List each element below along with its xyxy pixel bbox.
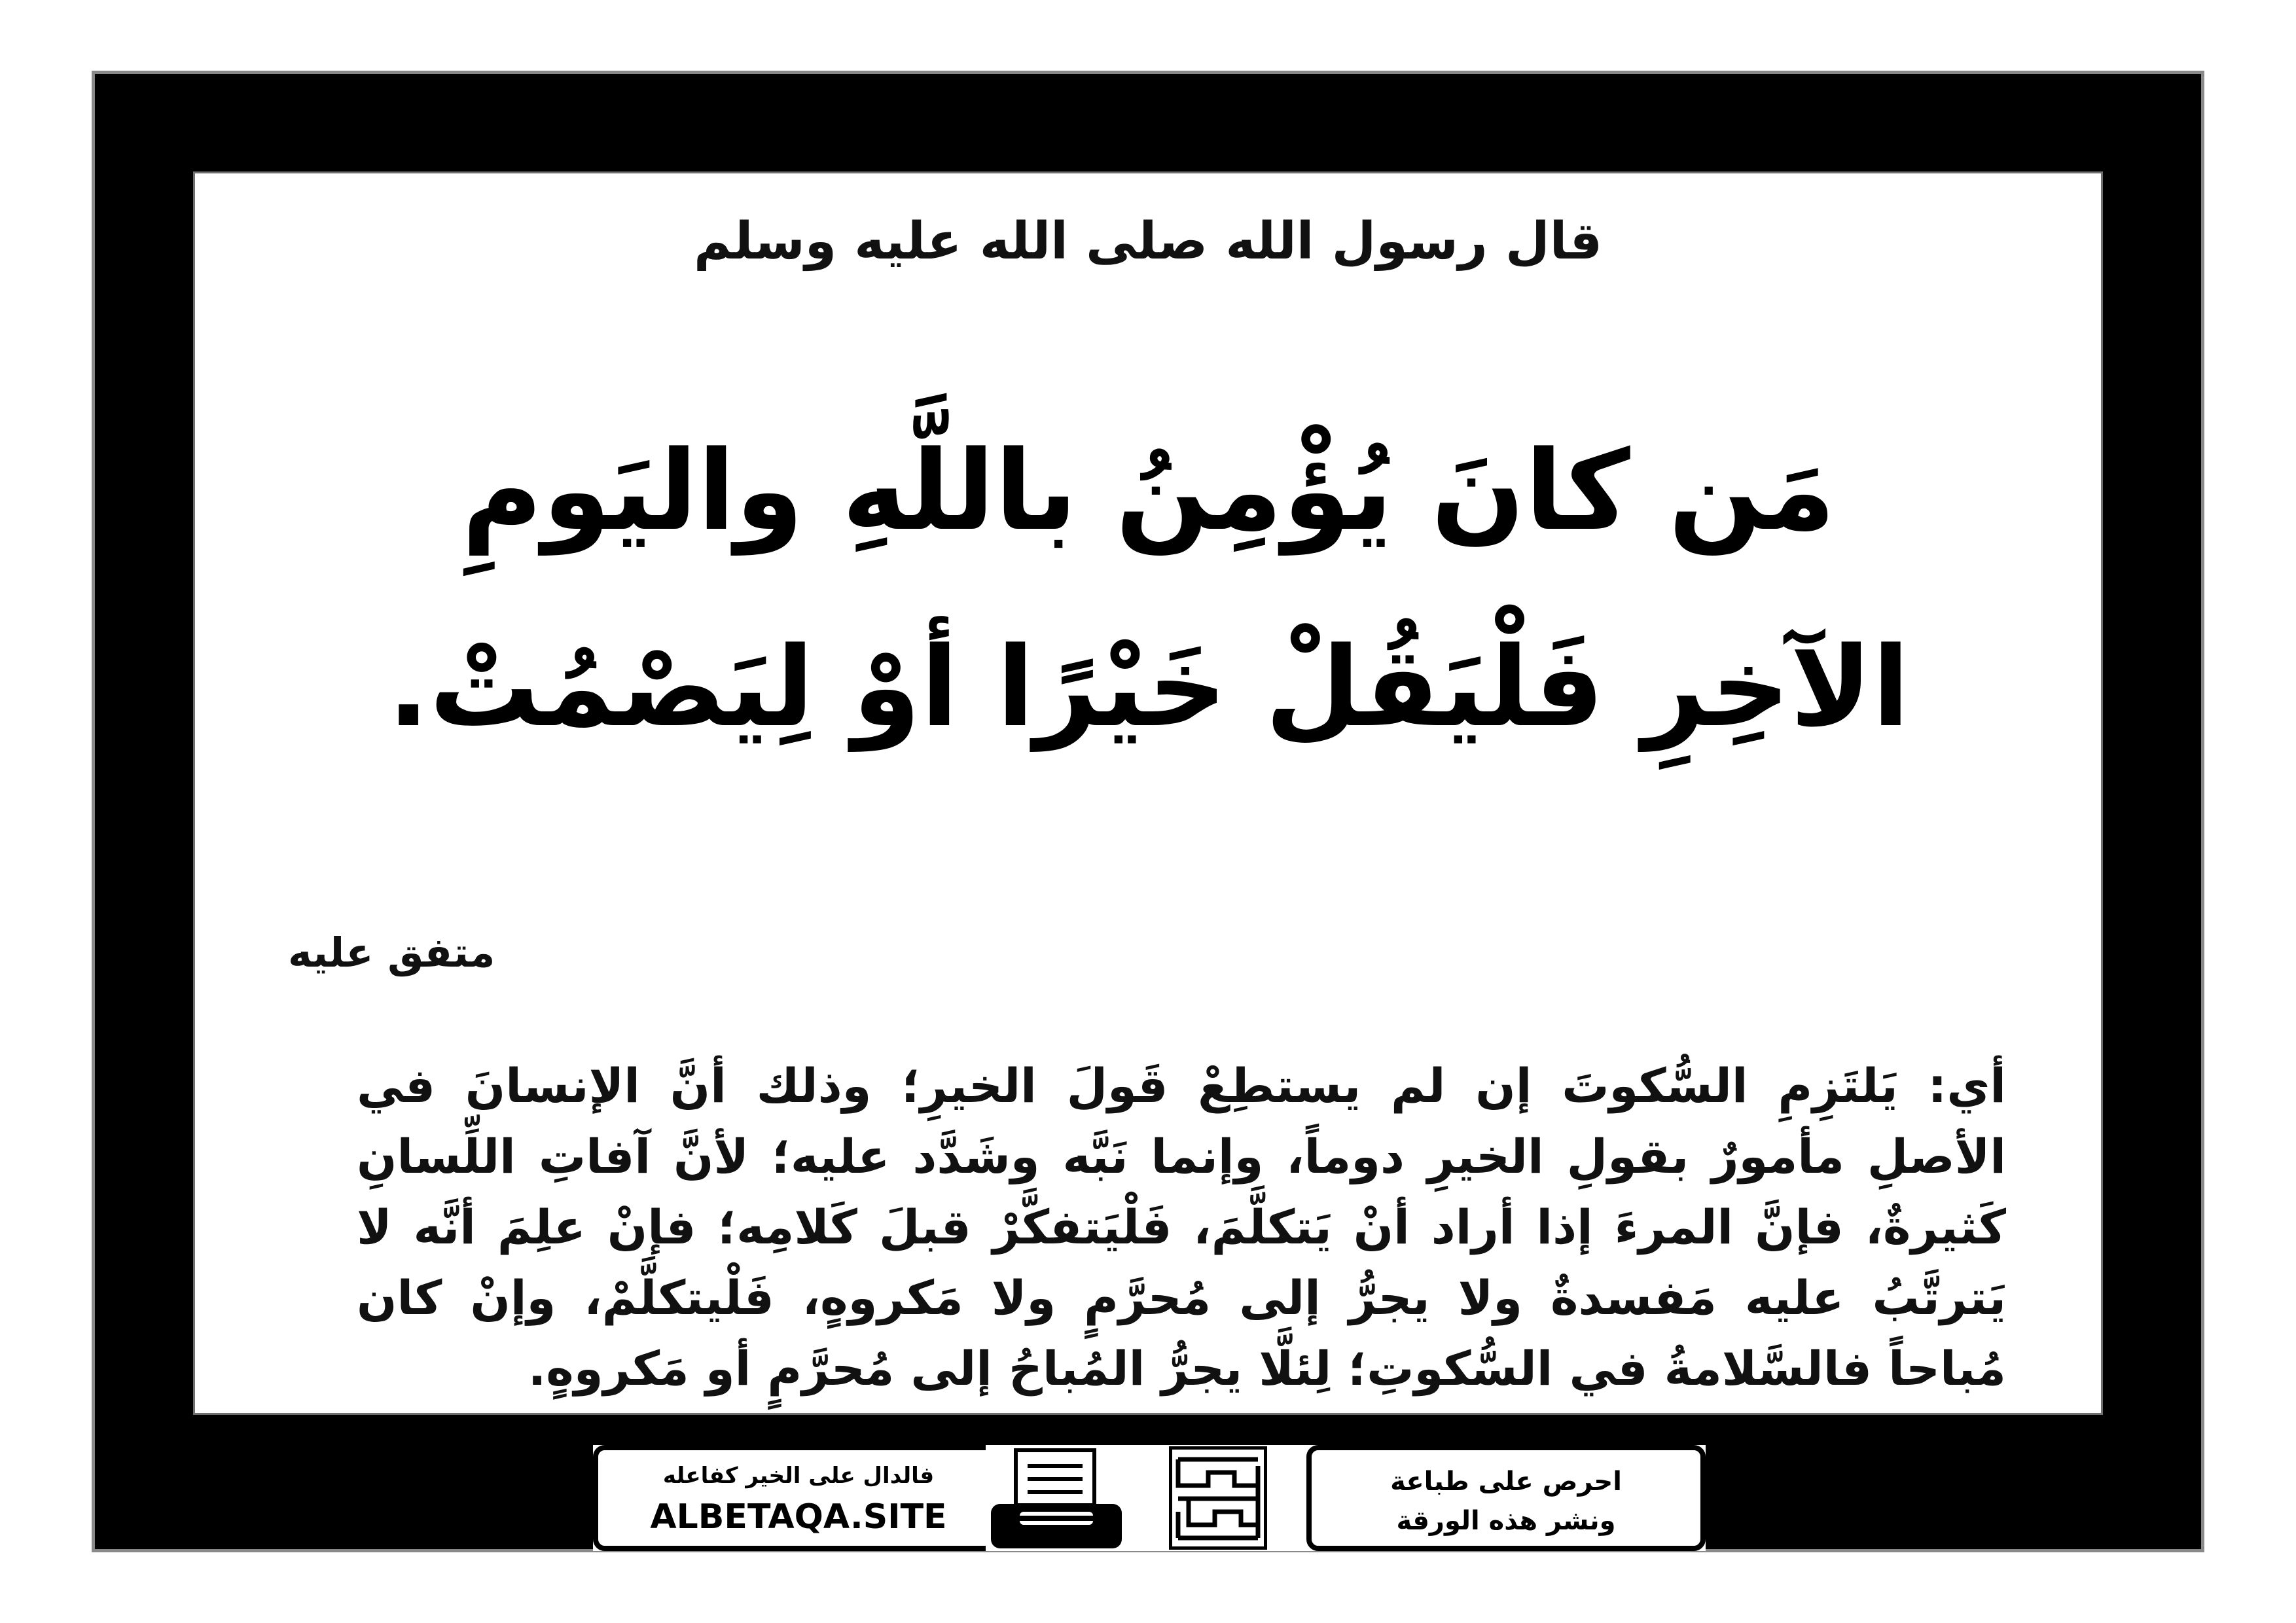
explanation-paragraph: أي: يَلتَزِمِ السُّكوتَ إن لم يستطِعْ قَولَ الخيرِ؛ وذلك أنَّ الإنسانَ في الأصلِ مأمورٌ بقولِ الخيرِ دوماً، وإنما نَبَّه وشَدَّد عليه؛ لأنَّ آفاتِ اللِّسانِ كَثيرةٌ، فإنَّ المرءَ إذا أراد أنْ يَتكلَّمَ، فَلْيَتفكَّرْ قبلَ كَلامِه؛ فإنْ علِمَ أنَّه لا يَترتَّبُ عليه مَفسدةٌ ولا يجرُّ إلى مُحرَّمٍ ولا مَكروهٍ، فَلْيتكلَّمْ، وإنْ كان مُباحاً فالسَّلامةُ في السُّكوتِ؛ لِئلَّا يجرُّ المُباحُ إلى مُحرَّمٍ أو مَكروهٍ. — [357, 1058, 2006, 1396]
print-prompt-box — [1306, 1445, 1706, 1551]
intro-heading: قال رسول الله صلى الله عليه وسلم — [693, 212, 1603, 271]
footer-tagline: فالدال على الخير كفاعله — [662, 1463, 935, 1489]
hadith-text — [262, 393, 2036, 785]
hadith-line-1: مَن كانَ يُؤْمِنُ باللَّهِ واليَومِ — [461, 427, 1836, 555]
site-url: ALBETAQA.SITE — [650, 1497, 947, 1537]
print-prompt-line-1: احرص على طباعة — [1390, 1467, 1622, 1497]
hadith-line-2: الآخِرِ فَلْيَقُلْ خَيْرًا أوْ لِيَصْمُتْ. — [387, 623, 1910, 751]
print-prompt-line-2: ونشر هذه الورقة — [1396, 1506, 1616, 1536]
footer-banner — [593, 1445, 1706, 1551]
hadith-source: متفق عليه — [288, 929, 495, 976]
kufic-logo — [1169, 1446, 1267, 1550]
printer-icon — [986, 1445, 1136, 1551]
site-box — [593, 1445, 1004, 1551]
